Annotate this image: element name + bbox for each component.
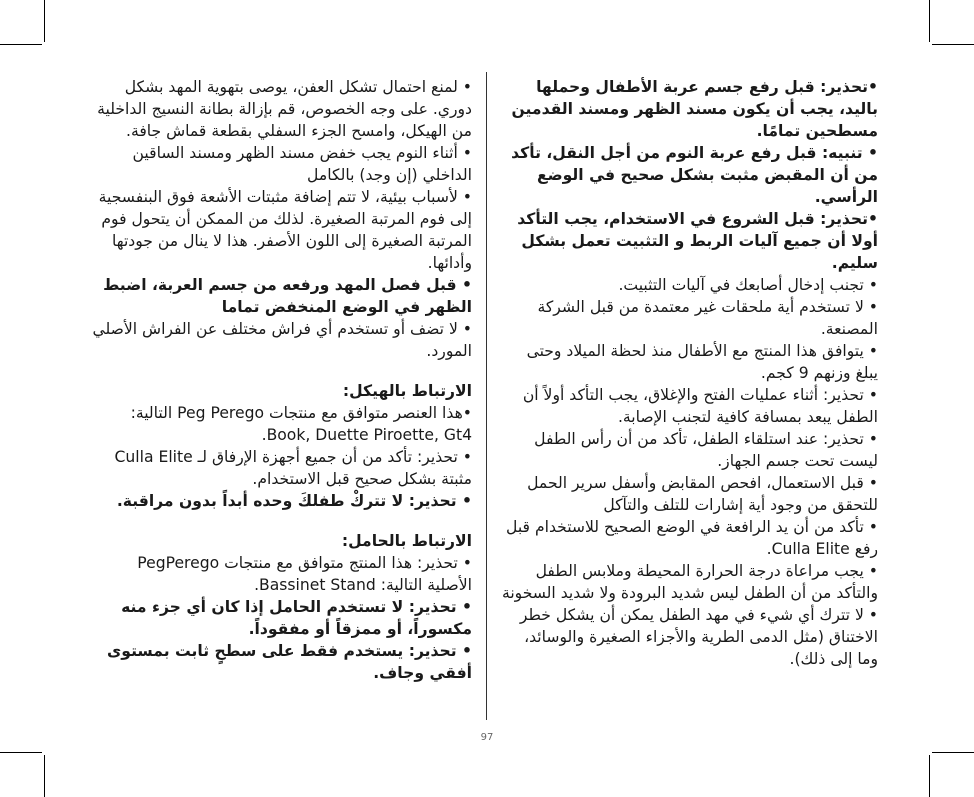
crop-mark (0, 44, 42, 45)
bullet-detach-carrycot: • قبل فصل المهد ورفعه من جسم العربة، اضبط الظهر في الوضع المنخفض تماما (103, 276, 472, 316)
crop-mark (44, 0, 45, 42)
stand-broken-warning: • تحذير: لا تستخدم الحامل إذا كان أي جزء منه مكسوراً، أو ممزقاً أو مفقوداً. (121, 598, 472, 638)
bullet-open-close-warning: • تحذير: أثناء عمليات الفتح والإغلاق، يجب التأكد أولاً أن الطفل يبعد بمسافة كافية لتجنب الإصابة. (522, 386, 878, 426)
notice-handle-position: • تنبيه: قبل رفع عربة النوم من أجل النقل، تأكد من أن المقبض مثبت بشكل صحيح في الوضع الرأسي. (511, 144, 878, 206)
page-number: 97 (480, 732, 494, 743)
stand-surface-warning: • تحذير: يستخدم فقط على سطحٍ ثابت بمستوى أفقي وجاف. (107, 642, 472, 682)
bullet-temperature: • يجب مراعاة درجة الحرارة المحيطة وملابس الطفل والتأكد من أن الطفل ليس شديد البرودة ولا شديد السخونة (501, 562, 878, 602)
crop-mark (44, 755, 45, 797)
warning-check-mechanisms: •تحذير: قبل الشروع في الاستخدام، يجب التأكد أولا أن جميع آليات الربط و التثبيت تعمل بشكل سليم. (517, 210, 878, 272)
crop-mark (929, 755, 930, 797)
bullet-uv-stabilizers: • لأسباب بيئية، لا تتم إضافة مثبتات الأشعة فوق البنفسجية إلى فوم المرتبة الصغيرة. لذلك من الممكن أن يتحول فوم المرتبة الصغيرة إلى اللون الأصفر. هذا لا ينال من جودتها وأدائها. (98, 188, 472, 272)
left-column (90, 76, 472, 726)
bullet-fingers: • تجنب إدخال أصابعك في آليات التثبيت. (618, 276, 878, 294)
bullet-sleep-backrest: • أثناء النوم يجب خفض مسند الظهر ومسند الساقين الداخلي (إن وجد) بالكامل (132, 144, 472, 184)
bullet-age-weight: • يتوافق هذا المنتج مع الأطفال منذ لحظة الميلاد وحتى يبلغ وزنهم 9 كجم. (526, 342, 878, 382)
frame-attachment-warning: • تحذير: تأكد من أن جميع أجهزة الإرفاق لـ Culla Elite مثبتة بشكل صحيح قبل الاستخدام. (114, 448, 472, 488)
frame-unattended-warning: • تحذير: لا تتركْ طفلكَ وحده أبداً بدون مراقبة. (116, 492, 472, 510)
bullet-inspect-handles: • قبل الاستعمال، افحص المقابض وأسفل سرير الحمل للتحقق من وجود أية إشارات للتلف والتآكل (527, 474, 878, 514)
crop-mark (0, 752, 42, 753)
stand-section-heading: الارتباط بالحامل: (341, 532, 472, 550)
frame-compatibility: •هذا العنصر متوافق مع منتجات Peg Perego التالية: Book, Duette Piroette, Gt4. (130, 404, 472, 444)
bullet-accessories: • لا تستخدم أية ملحقات غير معتمدة من قبل الشركة المصنعة. (537, 298, 878, 338)
column-divider (486, 72, 487, 720)
bullet-head-position: • تحذير: عند استلقاء الطفل، تأكد من أن رأس الطفل ليست تحت جسم الجهاز. (534, 430, 878, 470)
bullet-lever-position: • تأكد من أن يد الرافعة في الوضع الصحيح للاستخدام قبل رفع Culla Elite. (506, 518, 878, 558)
crop-mark (929, 0, 930, 42)
stand-compatibility: • تحذير: هذا المنتج متوافق مع منتجات PegPerego الأصلية التالية: Bassinet Stand. (137, 554, 472, 594)
warning-carry-by-hand: •تحذير: قبل رفع جسم عربة الأطفال وحملها باليد، يجب أن يكون مسند الظهر ومسند القدمين مسطحين تمامًا. (511, 78, 878, 140)
bullet-mattress: • لا تضف أو تستخدم أي فراش مختلف عن الفراش الأصلي المورد. (92, 320, 472, 360)
crop-mark (932, 44, 974, 45)
bullet-mould: • لمنع احتمال تشكل العفن، يوصى بتهوية المهد بشكل دوري. على وجه الخصوص، قم بإزالة بطانة النسيج الداخلية من الهيكل، وامسح الجزء السفلي بقطعة قماش جافة. (97, 78, 472, 140)
frame-section-heading: الارتباط بالهيكل: (342, 382, 472, 400)
right-column (500, 76, 878, 726)
crop-mark (932, 752, 974, 753)
bullet-suffocation: • لا تترك أي شيء في مهد الطفل يمكن أن يشكل خطر الاختناق (مثل الدمى الطرية والأجزاء الصغيرة والوسائد، وما إلى ذلك). (519, 606, 878, 668)
